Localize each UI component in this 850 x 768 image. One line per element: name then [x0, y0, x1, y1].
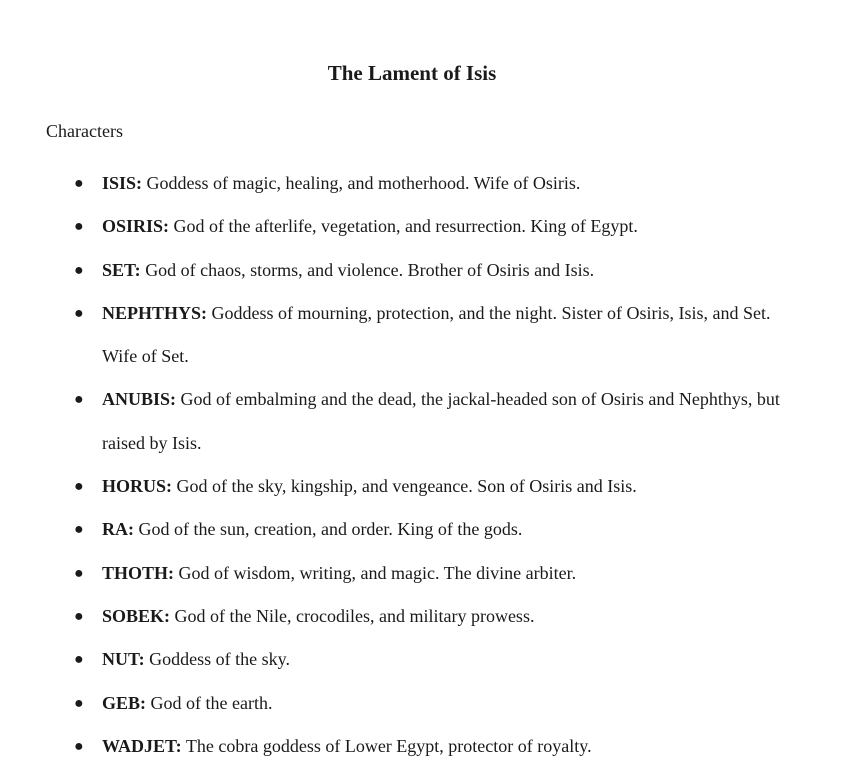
character-description: God of the sky, kingship, and vengeance. Son of Osiris and Isis.: [176, 476, 637, 497]
character-name: ISIS:: [102, 173, 143, 193]
character-description: Goddess of magic, healing, and motherhood. Wife of Osiris.: [146, 173, 581, 193]
bullet-icon: ●: [74, 564, 84, 582]
list-item: [0, 162, 850, 205]
character-description: God of embalming and the dead, the jackal-headed son of Osiris and Nephthys, but raised by Isis.: [102, 389, 780, 453]
character-name: SET:: [102, 259, 141, 280]
bullet-icon: ●: [74, 304, 84, 322]
character-name: NUT:: [102, 649, 145, 670]
bullet-icon: ●: [74, 175, 84, 192]
section-label-characters: Characters: [46, 121, 123, 141]
page-title: The Lament of Isis: [327, 61, 497, 85]
list-item: [0, 595, 850, 638]
character-description: God of the Nile, crocodiles, and military prowess.: [174, 605, 535, 626]
character-description: God of chaos, storms, and violence. Brother of Osiris and Isis.: [145, 259, 595, 280]
character-name: NEPHTHYS:: [102, 302, 208, 323]
list-item: [0, 465, 850, 508]
bullet-icon: ●: [74, 478, 84, 496]
list-item: [0, 638, 850, 681]
list-item: [0, 205, 850, 248]
character-name: HORUS:: [102, 476, 173, 497]
bullet-icon: ●: [74, 651, 84, 669]
bullet-icon: ●: [74, 694, 84, 712]
bullet-icon: ●: [74, 737, 84, 755]
list-item: [0, 249, 850, 292]
character-name: RA:: [102, 519, 134, 540]
list-item: [0, 292, 850, 379]
character-description: God of the sun, creation, and order. King of the gods.: [138, 519, 523, 540]
character-description: God of the afterlife, vegetation, and resurrection. King of Egypt.: [173, 216, 638, 237]
bullet-icon: ●: [74, 218, 84, 236]
character-description: Goddess of mourning, protection, and the night. Sister of Osiris, Isis, and Set. Wife of Set.: [102, 302, 771, 367]
bullet-icon: ●: [74, 261, 84, 279]
list-item: [0, 552, 850, 595]
character-description: The cobra goddess of Lower Egypt, protector of royalty.: [185, 735, 592, 756]
bullet-icon: ●: [74, 607, 84, 625]
character-name: GEB:: [102, 692, 147, 713]
character-description: Goddess of the sky.: [149, 649, 290, 670]
character-description: God of wisdom, writing, and magic. The divine arbiter.: [178, 562, 577, 583]
character-name: OSIRIS:: [102, 216, 170, 237]
character-name: WADJET:: [102, 735, 182, 756]
bullet-icon: ●: [74, 521, 84, 539]
list-item: [0, 508, 850, 551]
character-description: God of the earth.: [150, 692, 273, 713]
list-item: [0, 725, 850, 768]
list-item: [0, 378, 850, 465]
character-name: ANUBIS:: [102, 389, 177, 410]
character-list: [0, 162, 850, 768]
character-name: THOTH:: [102, 562, 175, 583]
list-item: [0, 682, 850, 725]
bullet-icon: ●: [74, 391, 84, 409]
character-name: SOBEK:: [102, 605, 171, 626]
